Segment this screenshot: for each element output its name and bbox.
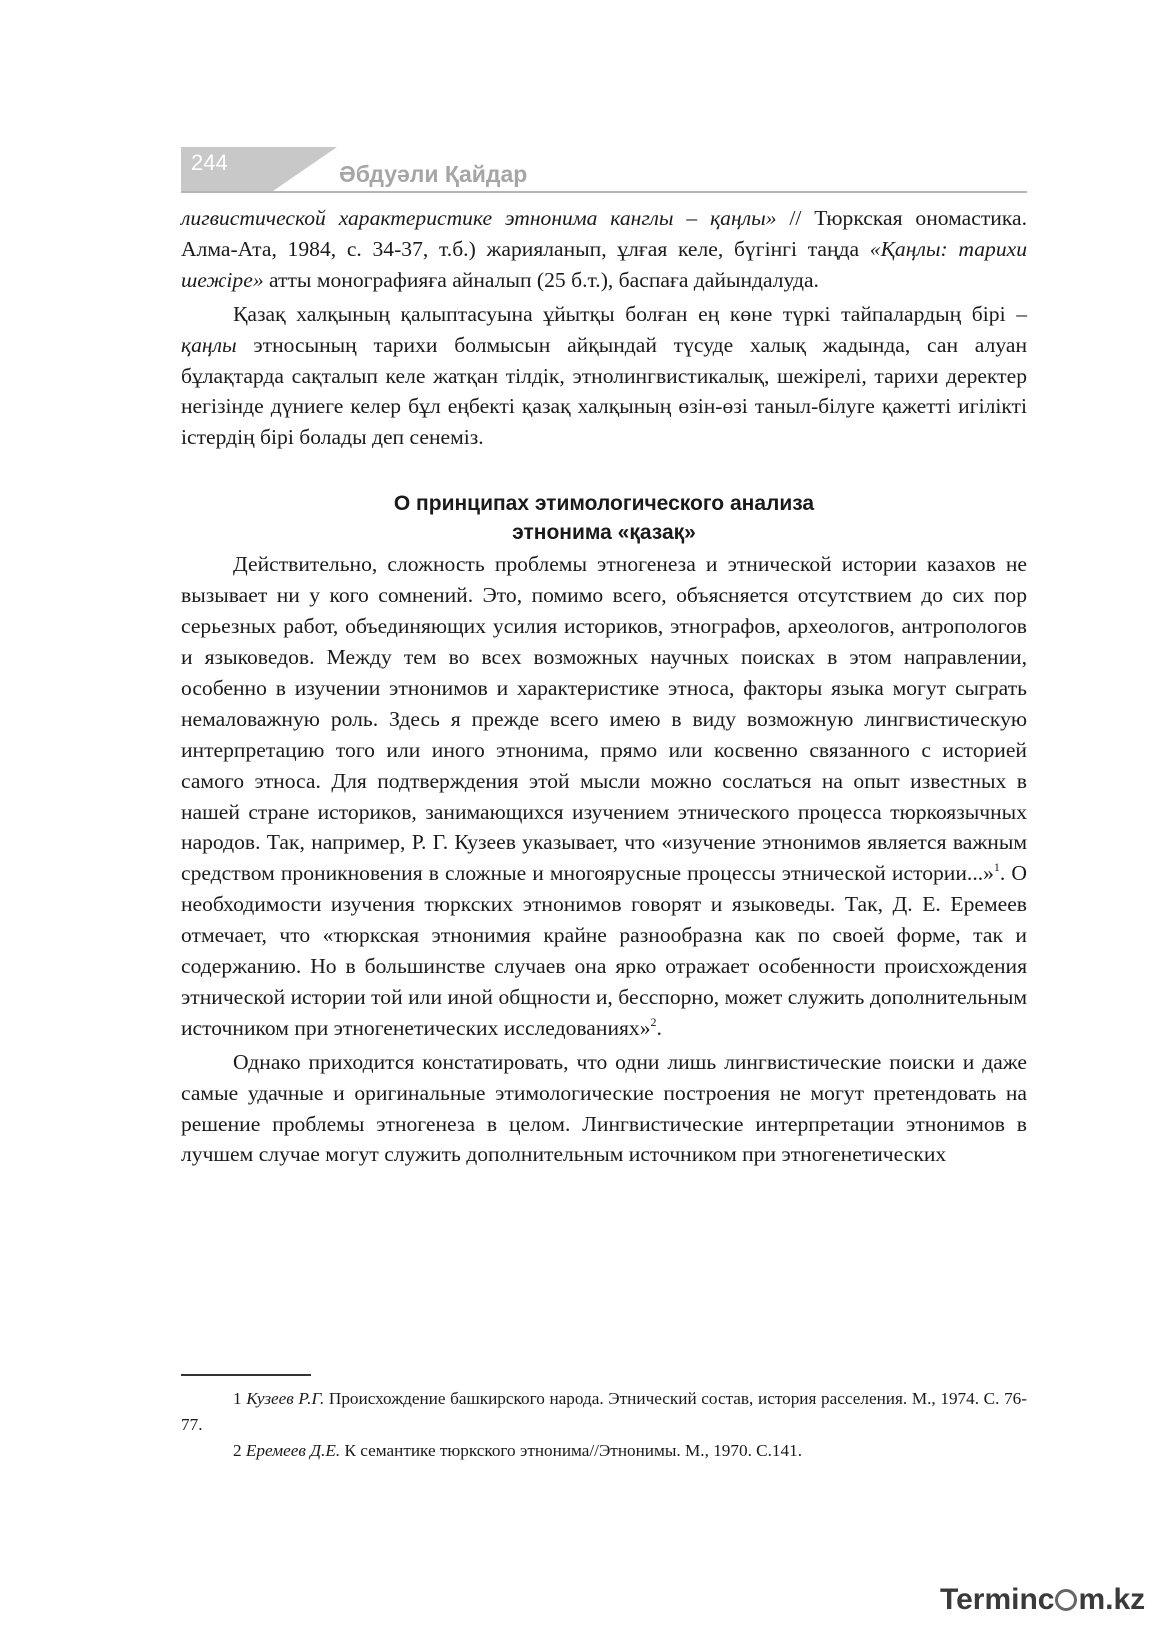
intro-paragraph-1: [181, 203, 1027, 296]
running-head-author: Әбдуәли Қайдар: [339, 161, 528, 187]
running-head: [181, 147, 1027, 195]
intro-p2-italic: қаңлы: [181, 332, 237, 357]
footnote-1-text: Происхождение башкирского народа. Этнический состав, история расселения. М., 1974. С. 76-77.: [181, 1389, 1028, 1434]
footnote-1-number: 1: [233, 1389, 242, 1408]
footnote-1-author: Кузеев Р.Г.: [246, 1389, 325, 1408]
footnote-ref-2[interactable]: 2: [650, 1014, 657, 1029]
intro-text-end: атты монографияға айналып (25 б.т.), баспаға дайындалуда.: [263, 267, 819, 292]
section-p1-text-b: . О необходимости изучения тюркских этнонимов говорят и языковеды. Так, Д. Е. Еремеев отмечает, что «тюркская этнонимия крайне разнообразна как по своей форме, так и содержанию. Но в большинстве случаев она ярко отражает особенности происхождения этнической истории той или иной общности и, бесспорно, может служить дополнительным источником при этногенетических исследованиях»: [181, 861, 1027, 1040]
footnote-1: [181, 1386, 1027, 1438]
intro-text-mid: // Тюркская ономастика. Алма-Ата, 1984, с. 34-37, т.б.) жарияланып, ұлғая келе, бүгінгі таңда: [181, 206, 1027, 261]
footnote-ref-1[interactable]: 1: [993, 860, 1000, 875]
intro-italic-start: лигвистической характеристике этнонима канглы – қаңлы»: [181, 206, 777, 230]
section-paragraph-2: Однако приходится констатировать, что одни лишь лингвистические поиски и даже самые удачные и оригинальные этимологические построения не могут претендовать на решение проблемы этногенеза в целом. Лингвистические интерпретации этнонимов в лучшем случае могут служить дополнительным источником при этногенетических: [181, 1049, 1027, 1167]
footnote-2-number: 2: [233, 1441, 242, 1460]
footnote-rule: [181, 1374, 311, 1376]
watermark-circle-icon: [1055, 1589, 1077, 1611]
body-text: [181, 203, 1027, 1170]
intro-p2-end: этносының тарихи болмысын айқындай түсуде халық жадында, сан алуан бұлақтарда сақталып келе жатқан тілдік, этнолингвистикалық, шежірелі, тарихи деректер негізінде дүниеге келер бұл еңбекті қазақ халқының өзін-өзі таныл-білуге қажетті игілікті істердің бірі болады деп сенеміз.: [181, 332, 1027, 450]
footnotes: [181, 1386, 1027, 1464]
intro-p2-start: Қазақ халқының қалыптасуына ұйытқы болған ең көне түркі тайпалардың бірі –: [233, 301, 1027, 326]
header-rule: [181, 191, 1027, 193]
section-title: [181, 489, 1027, 547]
watermark-part-3: m.kz: [1078, 1583, 1146, 1616]
header-wedge-decoration: [273, 147, 337, 191]
intro-paragraph-2: [181, 299, 1027, 454]
footnote-2-text: К семантике тюркского этнонима//Этнонимы. М., 1970. С.141.: [340, 1441, 803, 1460]
watermark-part-2: c: [1037, 1583, 1055, 1616]
footnote-2-author: Еремеев Д.Е.: [245, 1441, 341, 1460]
section-p1-text-c: .: [656, 1015, 662, 1040]
intro-italic-title: «Қаңлы: тарихи шежіре»: [181, 236, 1027, 292]
section-title-line-2: этнонима «қазақ»: [512, 521, 696, 545]
page-number: 244: [181, 147, 273, 191]
watermark-part-1: Termin: [940, 1583, 1038, 1616]
site-watermark: [940, 1582, 1145, 1618]
section-p1-text-a: Действительно, сложность проблемы этногенеза и этнической истории казахов не вызывает ни у кого сомнений. Это, помимо всего, объясняется отсутствием до сих пор серьезных работ, объединяющих усилия историков, этнографов, археологов, антропологов и языковедов. Между тем во всех возможных научных поисках в этом направлении, особенно в изучении этнонимов и характеристике этноса, факторы языка могут сыграть немаловажную роль. Здесь я прежде всего имею в виду возможную лингвистическую интерпретацию того или иного этнонима, прямо или косвенно связанного с историей самого этноса. Для подтверждения этой мысли можно сослаться на опыт известных в нашей стране историков, занимающихся изучением этнического процесса тюркоязычных народов. Так, например, Р. Г. Кузеев указывает, что «изучение этнонимов является важным средством проникновения в сложные и многоярусные процессы этнической истории...»: [181, 552, 1027, 886]
footnote-2: [181, 1438, 1027, 1464]
section-paragraph-1: [181, 549, 1027, 1044]
section-title-line-1: О принципах этимологического анализа: [393, 492, 815, 516]
